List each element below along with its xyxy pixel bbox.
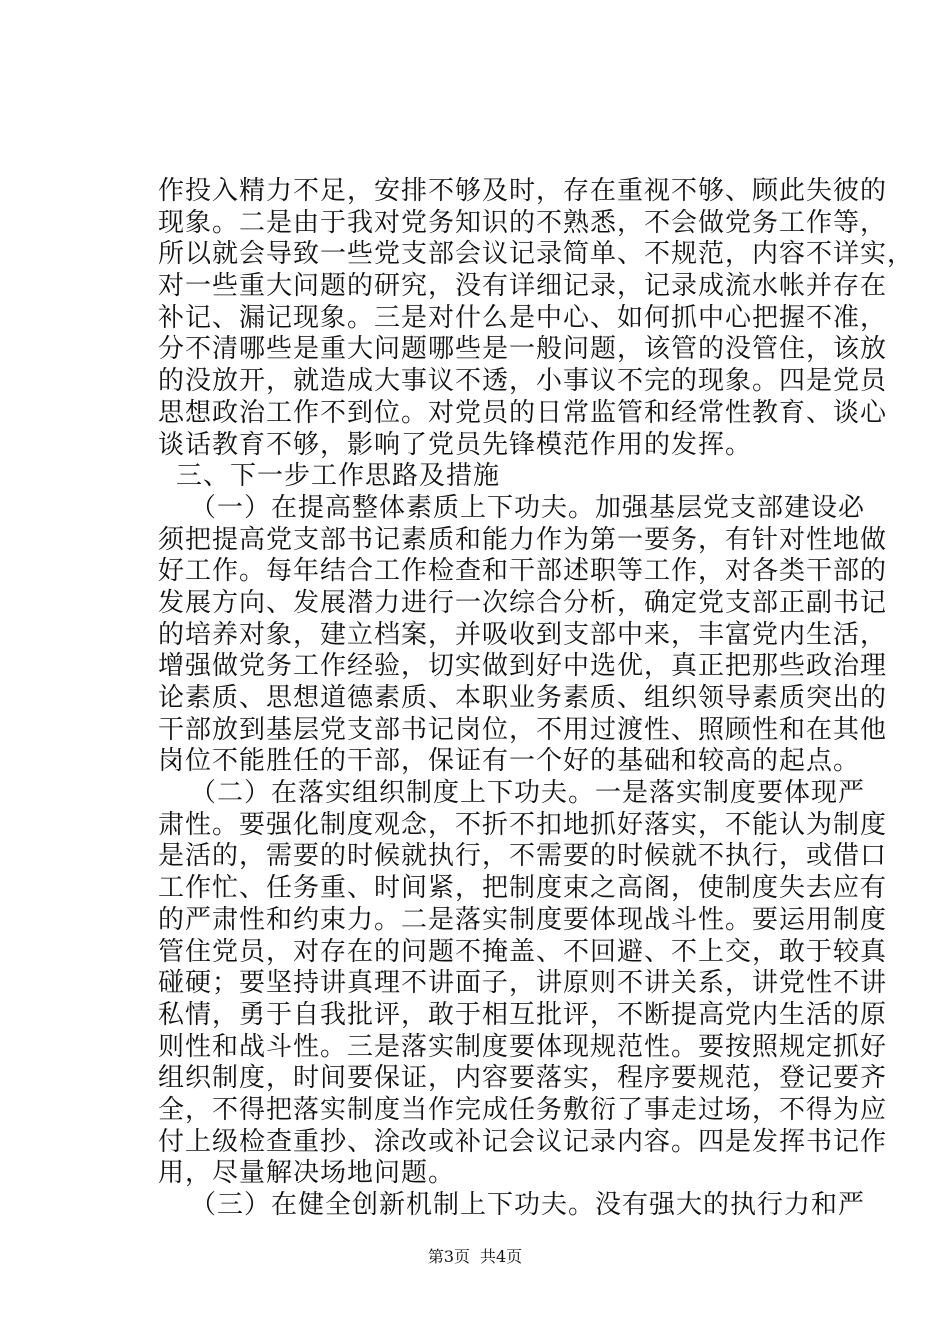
text-line: 对一些重大问题的研究，没有详细记录，记录成流水帐并存在 bbox=[158, 271, 888, 302]
text-line: 组织制度，时间要保证，内容要落实，程序要规范，登记要齐 bbox=[158, 1063, 888, 1094]
text-line: 补记、漏记现象。三是对什么是中心、如何抓中心把握不准， bbox=[158, 302, 888, 333]
text-line: 现象。二是由于我对党务知识的不熟悉，不会做党务工作等， bbox=[158, 207, 888, 238]
text-line: 思想政治工作不到位。对党员的日常监管和经常性教育、谈心 bbox=[158, 397, 888, 428]
text-line: 增强做党务工作经验，切实做到好中选优，真正把那些政治理 bbox=[158, 651, 888, 682]
page-footer bbox=[0, 1247, 950, 1267]
text-line: 的严肃性和约束力。二是落实制度要体现战斗性。要运用制度 bbox=[158, 904, 888, 935]
text-line: 工作忙、任务重、时间紧，把制度束之高阁，使制度失去应有 bbox=[158, 873, 888, 904]
paragraph-first-line: （一）在提高整体素质上下功夫。加强基层党支部建设必 bbox=[190, 492, 866, 523]
text-line: 付上级检查重抄、涂改或补记会议记录内容。四是发挥书记作 bbox=[158, 1126, 888, 1157]
text-line: 所以就会导致一些党支部会议记录简单、不规范，内容不详实， bbox=[158, 239, 915, 270]
text-line: 碰硬；要坚持讲真理不讲面子，讲原则不讲关系，讲党性不讲 bbox=[158, 968, 888, 999]
text-line: 则性和战斗性。三是落实制度要体现规范性。要按照规定抓好 bbox=[158, 1031, 888, 1062]
document-body bbox=[158, 176, 915, 1222]
text-line: 岗位不能胜任的干部，保证有一个好的基础和较高的起点。 bbox=[158, 746, 861, 777]
paragraph-first-line: （二）在落实组织制度上下功夫。一是落实制度要体现严 bbox=[190, 778, 866, 809]
section-heading: 三、下一步工作思路及措施 bbox=[176, 461, 501, 492]
text-line: 私情，勇于自我批评，敢于相互批评，不断提高党内生活的原 bbox=[158, 999, 888, 1030]
text-line: 论素质、思想道德素质、本职业务素质、组织领导素质突出的 bbox=[158, 683, 888, 713]
text-line: 全，不得把落实制度当作完成任务敷衍了事走过场，不得为应 bbox=[158, 1094, 888, 1125]
text-line: 的没放开，就造成大事议不透，小事议不完的现象。四是党员 bbox=[158, 366, 888, 397]
text-line: 干部放到基层党支部书记岗位，不用过渡性、照顾性和在其他 bbox=[158, 714, 888, 745]
text-line: 分不清哪些是重大问题哪些是一般问题，该管的没管住，该放 bbox=[158, 334, 888, 365]
text-line: 是活的，需要的时候就执行，不需要的时候就不执行，或借口 bbox=[158, 841, 888, 872]
text-line: 须把提高党支部书记素质和能力作为第一要务，有针对性地做 bbox=[158, 524, 888, 555]
text-line: 谈话教育不够，影响了党员先锋模范作用的发挥。 bbox=[158, 429, 753, 460]
text-line: 好工作。每年结合工作检查和干部述职等工作，对各类干部的 bbox=[158, 556, 888, 587]
text-line: 发展方向、发展潜力进行一次综合分析，确定党支部正副书记 bbox=[158, 587, 888, 618]
text-line: 作投入精力不足，安排不够及时，存在重视不够、顾此失彼的 bbox=[158, 176, 888, 206]
page-number: 第3页 bbox=[427, 1247, 470, 1266]
text-line: 肃性。要强化制度观念，不折不扣地抓好落实，不能认为制度 bbox=[158, 809, 888, 840]
paragraph-first-line: （三）在健全创新机制上下功夫。没有强大的执行力和严 bbox=[190, 1190, 866, 1220]
text-line: 管住党员，对存在的问题不掩盖、不回避、不上交，敢于较真 bbox=[158, 936, 888, 967]
text-line: 用，尽量解决场地问题。 bbox=[158, 1158, 456, 1189]
text-line: 的培养对象，建立档案，并吸收到支部中来，丰富党内生活， bbox=[158, 619, 888, 650]
page-total: 共4页 bbox=[480, 1247, 523, 1266]
